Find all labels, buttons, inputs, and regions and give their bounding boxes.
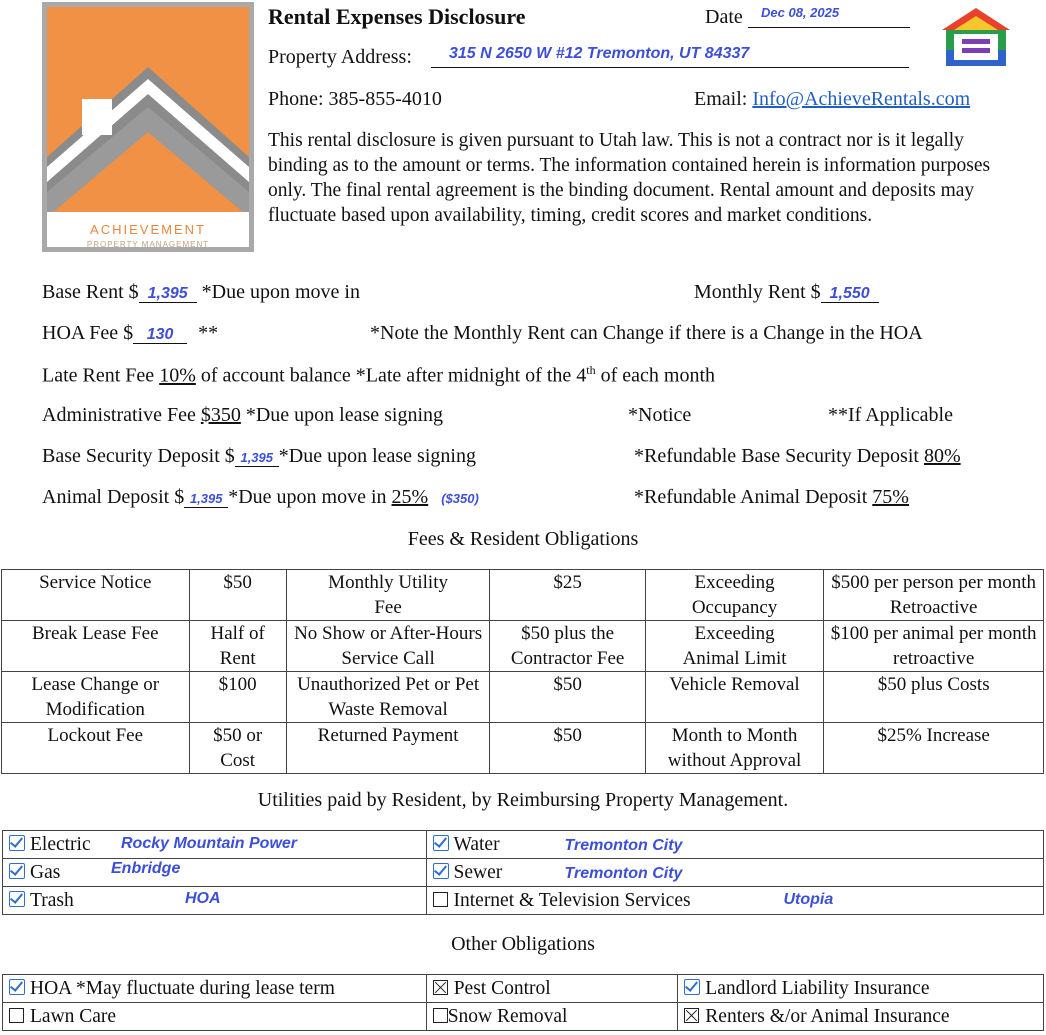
admin-fee-line [42,404,443,427]
other-label: Pest Control [453,977,551,999]
animal-deposit-pct: 25% [391,486,429,508]
admin-fee-label: Administrative Fee [42,404,196,426]
other-landlord-insurance [678,975,1044,1003]
late-fee-text: of account balance *Late after midnight of the 4 [200,364,587,387]
late-fee-line [42,363,715,388]
other-snow-removal [426,1003,678,1031]
other-label: Renters &/or Animal Insurance [705,1005,950,1027]
utilities-table [2,830,1044,915]
table-cell: Half of Rent [189,621,286,672]
security-deposit-label: Base Security Deposit $ [42,445,235,467]
logo-subtitle: PROPERTY MANAGEMENT [86,240,210,249]
table-row [2,723,1044,774]
disclaimer-paragraph: This rental disclosure is given pursuant to Utah law. This is not a contract nor is it legally binding as to the amount or terms. The information contained herein is information purposes only. The final rental agreement is the binding document. Rental amount and deposits may fluctuate based upon availability, timing, credit scores and market conditions. [268,130,991,226]
utility-label: Water [453,833,500,855]
table-cell: Vehicle Removal [645,672,824,723]
security-deposit-field[interactable] [235,446,279,467]
other-label: Landlord Liability Insurance [705,977,930,999]
monthly-rent-value: 1,550 [829,285,870,302]
other-label: Lawn Care [30,1005,117,1027]
animal-deposit-field[interactable] [184,487,228,508]
animal-deposit-label: Animal Deposit $ [42,486,185,508]
utilities-heading: Utilities paid by Resident, by Reimbursing Property Management. [257,789,789,811]
email-link[interactable]: Info@AchieveRentals.com [752,88,971,110]
other-obligations-table [2,974,1044,1031]
base-rent-label: Base Rent $ [42,281,139,303]
late-fee-value: 10% [159,364,196,387]
table-cell: Exceeding Animal Limit [645,621,824,672]
hoa-note: *Note the Monthly Rent can Change if there is a Change in the HOA [370,322,923,344]
utility-provider: Tremonton City [564,837,683,854]
table-cell: Lease Change or Modification [2,672,190,723]
other-heading: Other Obligations [451,933,595,955]
animal-deposit-line [42,486,479,509]
base-rent-line [42,281,360,304]
animal-deposit-amount: ($350) [441,491,479,506]
other-hoa [3,975,427,1003]
base-rent-value: 1,395 [147,285,188,302]
date-field[interactable] [748,5,910,28]
roof-logo-graphic [47,7,249,247]
table-cell: No Show or After-Hours Service Call [286,621,490,672]
table-cell: Monthly Utility Fee [286,570,490,621]
table-cell: $50 [490,672,645,723]
table-cell: $100 per animal per month retroactive [824,621,1044,672]
address-label: Property Address: [268,46,412,68]
utility-provider: Tremonton City [564,865,683,882]
table-cell: Returned Payment [286,723,490,774]
table-cell: $50 [490,723,645,774]
utility-gas [3,859,427,887]
utility-trash [3,887,427,915]
table-row [2,672,1044,723]
pest-control-checkbox[interactable] [433,980,448,995]
utility-provider: Enbridge [111,860,181,877]
other-label: HOA *May fluctuate during lease term [30,977,335,999]
refundable-animal-line [634,486,909,509]
utility-internet [426,887,1044,915]
hoa-fee-label: HOA Fee $ [42,322,134,344]
admin-fee-note: *Due upon lease signing [245,404,444,426]
lawn-care-checkbox[interactable] [9,1008,24,1023]
other-lawn-care [3,1003,427,1031]
if-applicable-legend: **If Applicable [828,404,953,426]
utility-label: Internet & Television Services [453,889,691,911]
address-field[interactable] [431,44,909,68]
table-cell: $50 [189,570,286,621]
table-cell: $50 plus the Contractor Fee [490,621,645,672]
table-cell: $500 per person per month Retroactive [824,570,1044,621]
document-title: Rental Expenses Disclosure [268,4,526,29]
monthly-rent-line [694,281,879,304]
table-cell: Month to Month without Approval [645,723,824,774]
utility-label: Gas [30,861,61,883]
table-cell: $25 [490,570,645,621]
hoa-fee-field[interactable] [133,323,187,344]
other-renters-insurance [678,1003,1044,1031]
animal-deposit-note: *Due upon move in [228,486,387,508]
monthly-rent-field[interactable] [821,282,879,303]
sewer-checkbox[interactable] [433,863,449,879]
electric-checkbox[interactable] [9,835,25,851]
base-rent-note: *Due upon move in [201,281,360,303]
snow-removal-checkbox[interactable] [433,1008,448,1023]
hoa-fee-value: 130 [146,326,174,343]
obligations-heading: Fees & Resident Obligations [407,528,639,550]
utility-water [426,831,1044,859]
phone-text: Phone: 385-855-4010 [268,88,442,110]
fees-table [1,569,1044,774]
late-fee-end: of each month [600,364,715,387]
utility-provider: Rocky Mountain Power [121,835,298,852]
utility-sewer [426,859,1044,887]
other-pest-control [426,975,678,1003]
late-fee-sup: th [586,363,596,377]
refundable-animal-value: 75% [872,486,909,508]
utility-electric [3,831,427,859]
utility-label: Trash [30,889,74,911]
refundable-deposit-label: *Refundable Base Security Deposit [634,445,919,467]
internet-checkbox[interactable] [433,892,448,907]
date-label: Date [705,6,743,28]
monthly-rent-label: Monthly Rent $ [694,281,821,303]
table-cell: $25% Increase [824,723,1044,774]
table-cell: $50 or Cost [189,723,286,774]
table-cell: Service Notice [2,570,190,621]
table-row [2,570,1044,621]
refundable-deposit-value: 80% [923,445,961,467]
company-logo [42,2,254,252]
table-cell: Exceeding Occupancy [645,570,824,621]
gas-checkbox[interactable] [9,863,25,879]
table-cell: Break Lease Fee [2,621,190,672]
hoa-fee-mark: ** [198,322,219,344]
date-value: Dec 08, 2025 [761,5,840,20]
table-row [2,621,1044,672]
table-cell: Unauthorized Pet or Pet Waste Removal [286,672,490,723]
table-cell: Lockout Fee [2,723,190,774]
address-value: 315 N 2650 W #12 Tremonton, UT 84337 [449,45,750,62]
trash-checkbox[interactable] [9,891,25,907]
landlord-insurance-checkbox[interactable] [684,979,700,995]
animal-deposit-value: 1,395 [189,491,223,506]
utility-provider: HOA [185,890,221,907]
security-deposit-line [42,445,476,468]
utility-label: Sewer [453,861,503,883]
table-cell: $100 [189,672,286,723]
late-fee-label: Late Rent Fee [42,364,155,387]
admin-fee-value: $350 [200,404,241,426]
logo-name: ACHIEVEMENT [90,222,206,237]
other-label: Snow Removal [447,1005,568,1027]
refundable-animal-label: *Refundable Animal Deposit [634,486,868,508]
equal-housing-icon [940,6,1012,68]
renters-insurance-checkbox[interactable] [684,1008,699,1023]
email-label: Email: [694,88,748,110]
notice-legend: *Notice [628,404,692,426]
refundable-deposit-line [634,445,961,468]
table-cell: $50 plus Costs [824,672,1044,723]
hoa-checkbox[interactable] [9,979,25,995]
water-checkbox[interactable] [433,835,449,851]
utility-provider: Utopia [783,891,834,908]
utility-label: Electric [30,833,91,855]
base-rent-field[interactable] [139,282,197,303]
hoa-fee-line [42,322,218,345]
security-deposit-value: 1,395 [240,450,274,465]
security-deposit-note: *Due upon lease signing [278,445,476,467]
